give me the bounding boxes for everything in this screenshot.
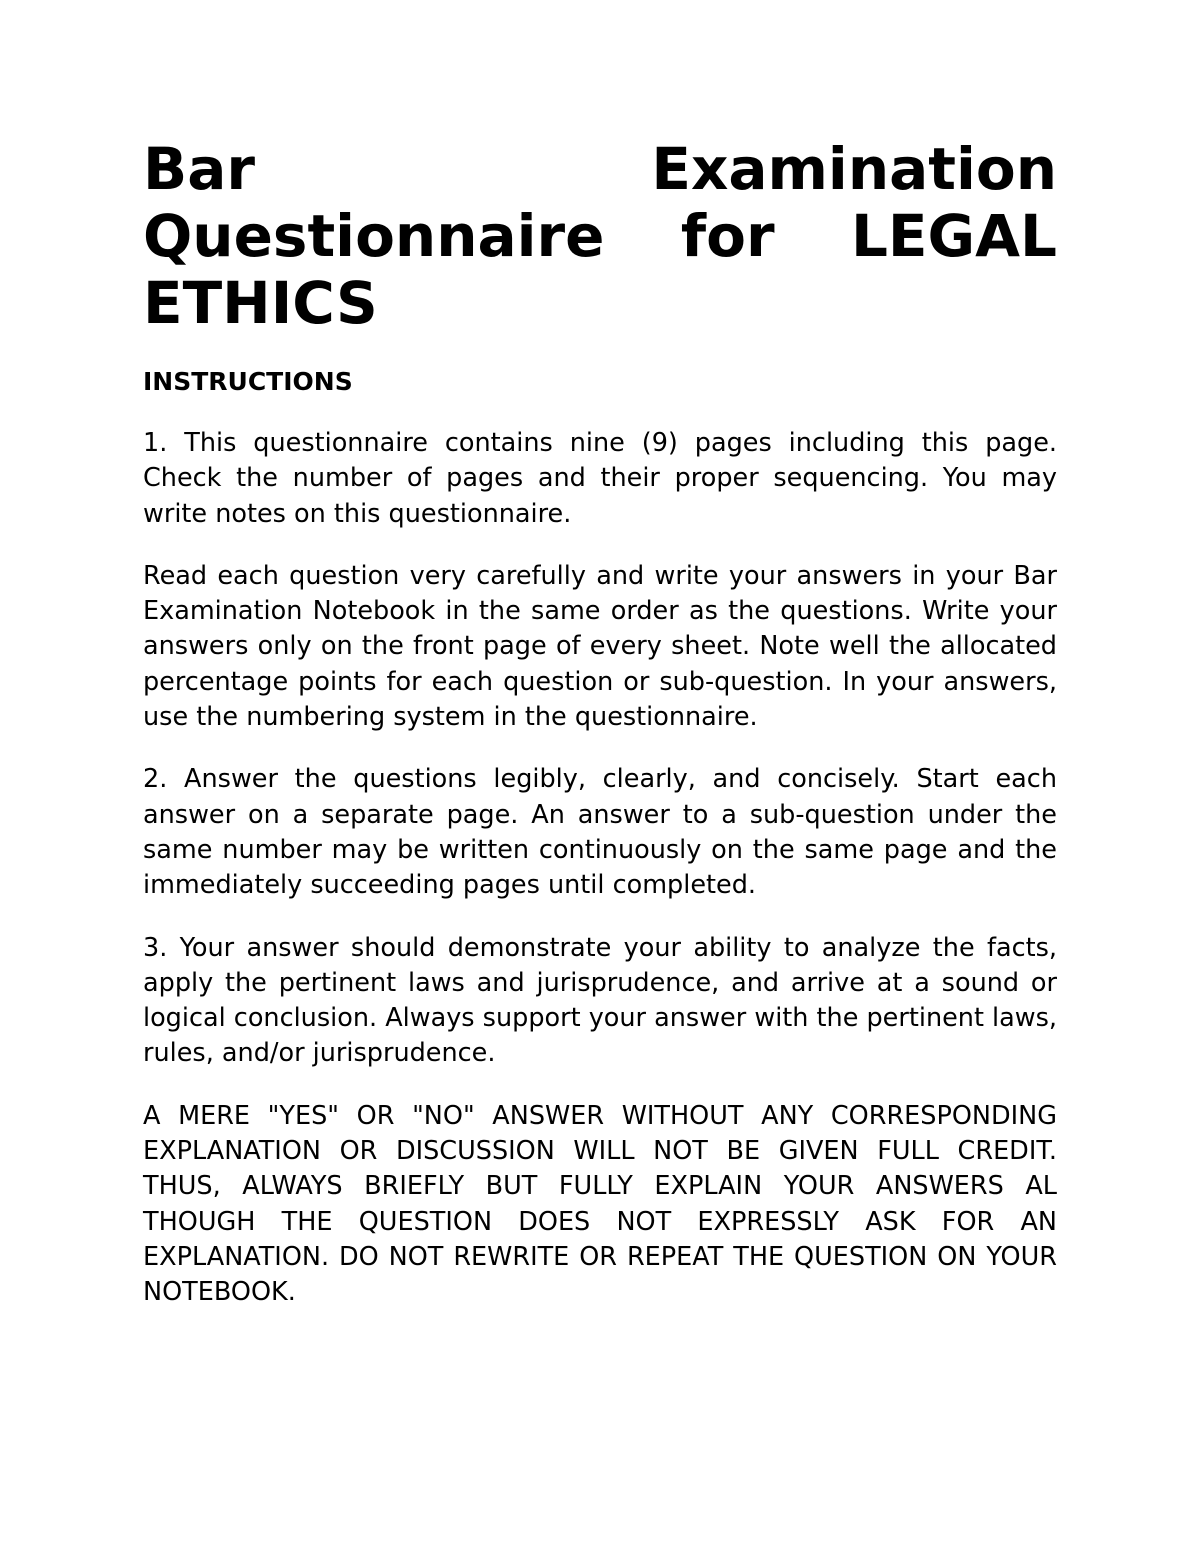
- instruction-paragraph-3: 3. Your answer should demonstrate your ability to analyze the facts, apply the pertinent laws and jurisprudence, and arrive at a sound or logical conclusion. Always support your answer with the pertinent laws, rules, and/or jurisprudence.: [143, 932, 1058, 1069]
- instruction-paragraph-2: 2. Answer the questions legibly, clearly, and concisely. Start each answer on a separate page. An answer to a sub-question under the same number may be written continuously on the same page and the immediately succeeding pages until completed.: [143, 764, 1057, 901]
- instruction-paragraph-warning: A MERE "YES" OR "NO" ANSWER WITHOUT ANY CORRESPONDING EXPLANATION OR DISCUSSION WILL NOT BE GIVEN FULL CREDIT. THUS, ALWAYS BRIEFLY BUT FULLY EXPLAIN YOUR ANSWERS AL THOUGH THE QUESTION DOES NOT EXPRESSLY ASK FOR AN EXPLANATION. DO NOT REWRITE OR REPEAT THE QUESTION ON YOUR NOTEBOOK.: [143, 1100, 1057, 1308]
- document-page: [143, 136, 1057, 1311]
- document-title: Bar Examination Questionnaire for LEGAL ETHICS: [143, 135, 1057, 337]
- instructions-heading: INSTRUCTIONS: [143, 367, 353, 396]
- instruction-paragraph-read-carefully: Read each question very carefully and write your answers in your Bar Examination Notebook in the same order as the questions. Write your answers only on the front page of every sheet. Note well the allocated percentage points for each question or sub-question. In your answers, use the numbering system in the questionnaire.: [143, 560, 1057, 733]
- instruction-paragraph-1: 1. This questionnaire contains nine (9) pages including this page. Check the number of pages and their proper sequencing. You may write notes on this questionnaire.: [143, 428, 1057, 529]
